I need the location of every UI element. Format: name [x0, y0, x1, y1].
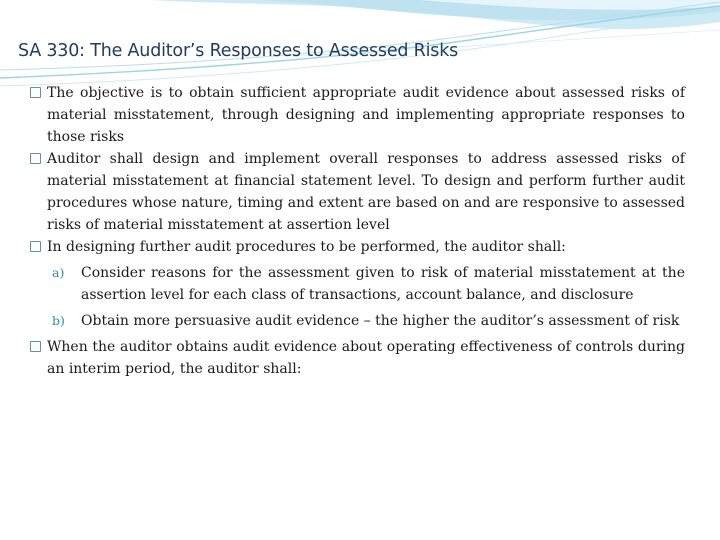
checkbox-bullet-icon: [30, 153, 41, 164]
sub-list: [30, 262, 685, 332]
slide-content: [30, 82, 685, 380]
bullet-item-overall-responses: [30, 148, 685, 236]
bullet-text: Auditor shall design and implement overall responses to address assessed risks of material misstatement at financial statement level. To design and perform further audit procedures whose nature, timing and extent are based on and are responsive to assessed risks of material misstatement at assertion level: [47, 151, 685, 233]
bullet-item-interim-period: [30, 336, 685, 380]
sub-item-marker: b): [52, 313, 65, 328]
checkbox-bullet-icon: [30, 87, 41, 98]
sub-item-text: Obtain more persuasive audit evidence – the higher the auditor’s assessment of risk: [81, 313, 680, 329]
bullet-item-further-procedures: [30, 236, 685, 258]
sub-item-b: [30, 310, 685, 332]
bullet-text: When the auditor obtains audit evidence about operating effectiveness of controls during an interim period, the auditor shall:: [47, 339, 685, 377]
sub-item-text: Consider reasons for the assessment given to risk of material misstatement at the assertion level for each class of transactions, account balance, and disclosure: [81, 265, 685, 303]
checkbox-bullet-icon: [30, 341, 41, 352]
sub-item-a: [30, 262, 685, 306]
bullet-item-objective: [30, 82, 685, 148]
sub-item-marker: a): [52, 265, 65, 280]
bullet-text: In designing further audit procedures to be performed, the auditor shall:: [47, 239, 566, 255]
checkbox-bullet-icon: [30, 241, 41, 252]
slide-title: SA 330: The Auditor’s Responses to Assessed Risks: [18, 41, 459, 61]
bullet-text: The objective is to obtain sufficient appropriate audit evidence about assessed risks of material misstatement, through designing and implementing appropriate responses to those risks: [47, 85, 685, 145]
